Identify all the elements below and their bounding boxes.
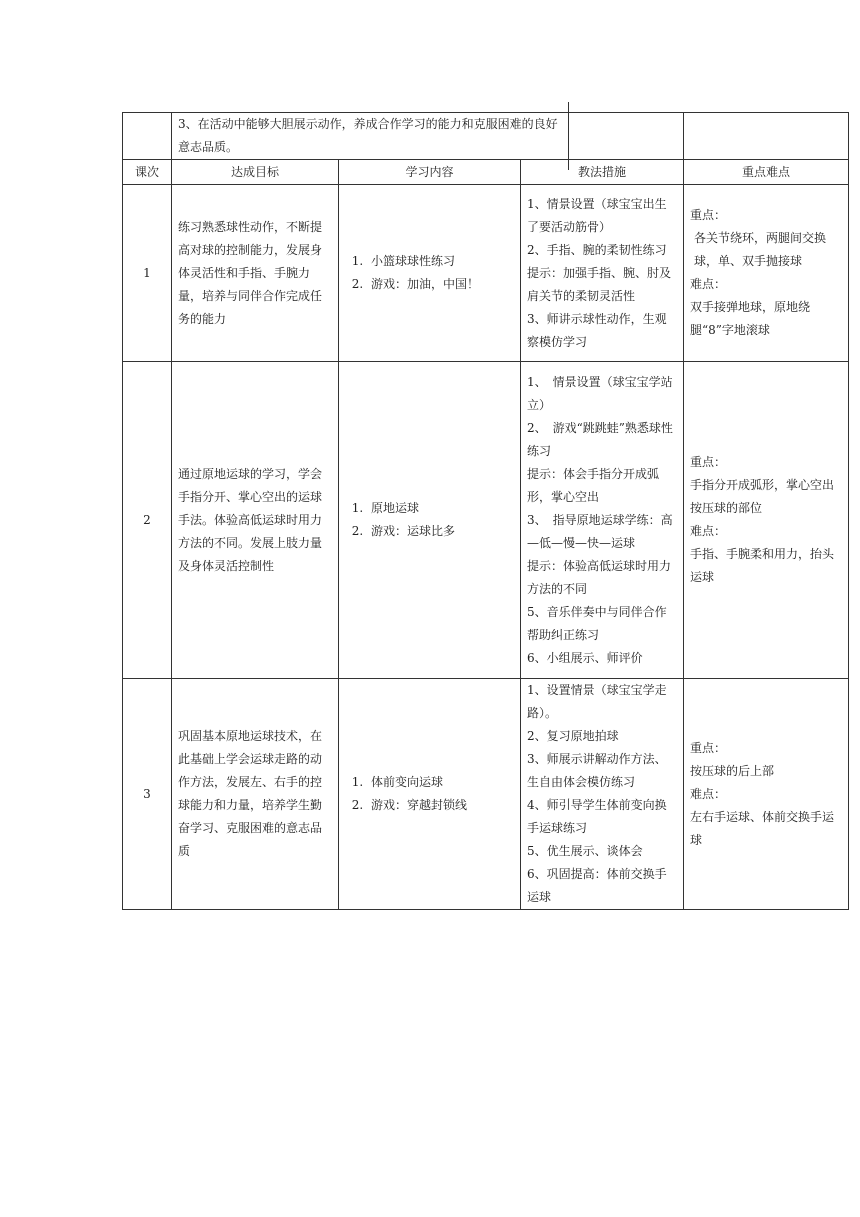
difficulty-label: 难点： <box>690 524 727 538</box>
lesson-plan-table <box>122 112 849 910</box>
method-item: 6、巩固提高：体前交换手运球 <box>527 867 667 904</box>
intro-empty-cell <box>123 113 172 160</box>
intro-empty-subcell <box>568 102 683 170</box>
method-item: 1、设置情景（球宝宝学走路）。 <box>527 683 667 720</box>
goal-cell: 练习熟悉球性动作，不断提高对球的控制能力，发展身体灵活性和手指、手腕力量，培养与同伴合作完成任务的能力 <box>172 185 339 362</box>
key-cell <box>684 679 849 910</box>
content-cell <box>339 362 521 679</box>
difficulty-text: 双手接弹地球，原地绕腿“8”字地滚球 <box>690 300 811 337</box>
method-item: 提示：体会手指分开成弧形，掌心空出 <box>527 466 660 504</box>
method-cell <box>521 679 684 910</box>
lesson-number: 2 <box>123 362 172 679</box>
method-item: 5、音乐伴奏中与同伴合作帮助纠正练习 <box>527 604 667 642</box>
key-text: 按压球的后上部 <box>690 763 775 778</box>
key-text: 各关节绕环，两腿间交换球，单、双手抛接球 <box>694 231 827 268</box>
method-item: 2、手指、腕的柔韧性练习提示：加强手指、腕、肘及肩关节的柔韧灵活性 <box>527 242 672 303</box>
method-item: 提示：体验高低运球时用力方法的不同 <box>527 558 672 596</box>
content-item: 2. 游戏：加油，中国！ <box>367 273 514 296</box>
content-cell <box>339 679 521 910</box>
method-item: 3、师展示讲解动作方法、生自由体会模仿练习 <box>527 752 667 789</box>
method-cell <box>521 185 684 362</box>
lesson-number: 1 <box>123 185 172 362</box>
method-item: 2、复习原地拍球 <box>527 729 619 743</box>
difficulty-text: 手指、手腕柔和用力，抬头运球 <box>690 547 835 584</box>
method-item: 3、师讲示球性动作，生观察模仿学习 <box>527 311 667 349</box>
table-row <box>123 185 849 362</box>
method-cell <box>521 362 684 679</box>
difficulty-label: 难点： <box>690 786 727 801</box>
header-lesson: 课次 <box>123 160 172 185</box>
goal-cell: 巩固基本原地运球技术，在此基础上学会运球走路的动作方法，发展左、右手的控球能力和力量，培养学生勤奋学习、克服困难的意志品质 <box>172 679 339 910</box>
header-method: 教法措施 <box>521 160 684 185</box>
method-item: 1、 情景设置（球宝宝学站立） <box>527 374 673 412</box>
header-key: 重点难点 <box>684 160 849 185</box>
method-item: 3、 指导原地运球学练：高—低—慢—快—运球 <box>527 512 673 550</box>
lesson-number: 3 <box>123 679 172 910</box>
table-row <box>123 679 849 910</box>
content-item: 1. 原地运球 <box>367 497 514 520</box>
intro-row <box>123 113 849 160</box>
key-cell <box>684 185 849 362</box>
content-item: 2. 游戏：运球比多 <box>367 520 514 543</box>
content-item: 1. 小篮球球性练习 <box>367 250 514 273</box>
content-item: 1. 体前变向运球 <box>367 771 514 794</box>
header-row <box>123 160 849 185</box>
key-cell <box>684 362 849 679</box>
key-label: 重点： <box>690 455 727 469</box>
key-label: 重点： <box>690 208 727 222</box>
header-content: 学习内容 <box>339 160 521 185</box>
key-text: 手指分开成弧形，掌心空出按压球的部位 <box>690 478 835 515</box>
method-item: 2、 游戏“跳跳蛙”熟悉球性练习 <box>527 420 673 458</box>
intro-empty-cell-right <box>684 113 849 160</box>
method-item: 4、师引导学生体前变向换手运球练习 <box>527 798 667 835</box>
content-item: 2. 游戏：穿越封锁线 <box>367 794 514 817</box>
intro-text-cell <box>172 113 684 160</box>
difficulty-label: 难点： <box>690 277 727 291</box>
key-label: 重点： <box>690 740 727 755</box>
header-goal: 达成目标 <box>172 160 339 185</box>
goal-cell: 通过原地运球的学习，学会手指分开、掌心空出的运球手法。体验高低运球时用力方法的不同。发展上肢力量及身体灵活控制性 <box>172 362 339 679</box>
intro-text: 3、在活动中能够大胆展示动作，养成合作学习的能力和克服困难的良好意志品质。 <box>178 117 558 154</box>
method-item: 1、情景设置（球宝宝出生了要活动筋骨） <box>527 196 667 234</box>
difficulty-text: 左右手运球、体前交换手运球 <box>690 809 835 847</box>
method-item: 6、小组展示、师评价 <box>527 650 643 665</box>
table-row <box>123 362 849 679</box>
content-cell <box>339 185 521 362</box>
method-item: 5、优生展示、谈体会 <box>527 844 643 858</box>
